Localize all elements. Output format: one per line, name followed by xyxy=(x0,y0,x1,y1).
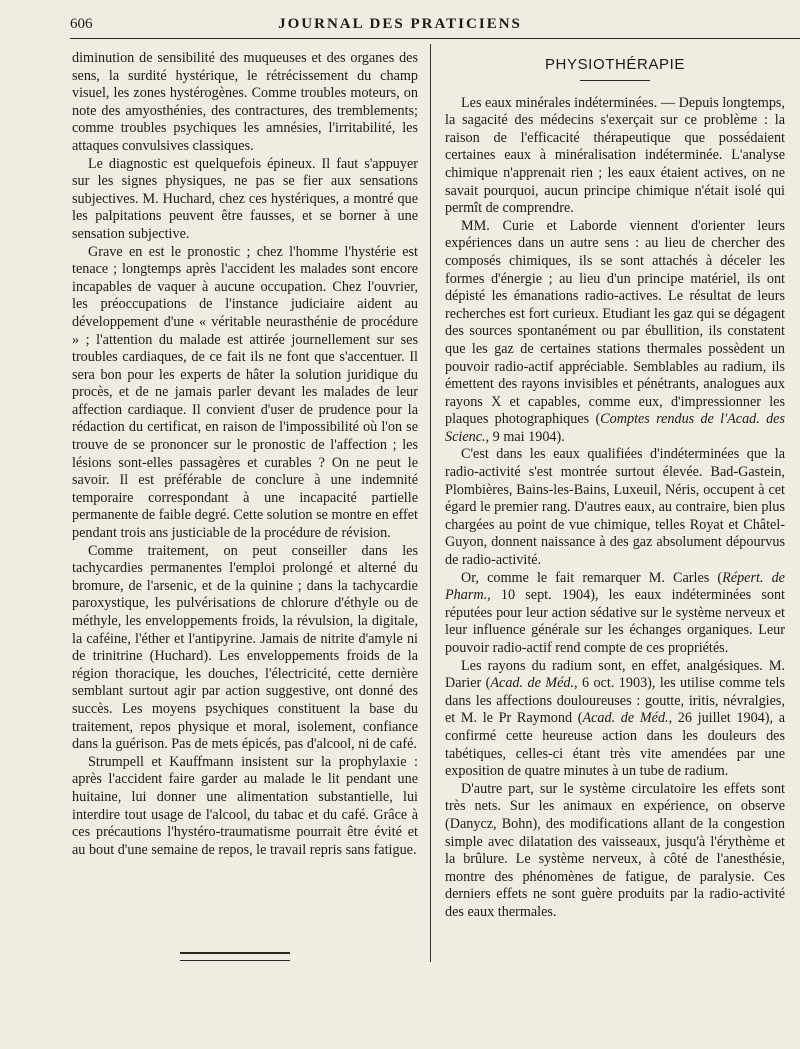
paragraph: Strumpell et Kauffmann insistent sur la prophylaxie : après l'accident faire garder au malade le lit pendant une huitaine, lui donner une alimentation substantielle, lui interdire tout usage de l'alcool, du tabac et du café. Grâce à ces précautions l'hystéro-traumatisme pourrait être évité et au bout d'une semaine de repos, le travail repris sans fatigue. xyxy=(72,753,418,858)
citation: Acad. de Méd. xyxy=(490,675,575,692)
paragraph-text: — Depuis longtemps, la sagacité des médecins s'exerçait sur ce problème : la raison de l'efficacité thérapeutique que possédaient certaines eaux à minéralisation indéterminée. L'analyse chimique n'apprenait rien ; les eaux étaient actives, on ne savait pourquoi, aucun principe chimique n'était isolé qui permît de comprendre. xyxy=(445,94,785,217)
page-number: 606 xyxy=(70,16,93,32)
paragraph: Comme traitement, on peut conseiller dans les tachycardies permanentes l'emploi prolongé et alterné du bromure, de l'arsenic, et de la quinine ; dans la tachycardie paroxystique, les pulvérisations de chlorure d'éthyle ou de méthyle, les enveloppements froids, la révulsion, la digitale, la caféine, l'éther et l'antipyrine. Jamais de nitrite d'amyle ni de trinitrine (Huchard). Les enveloppements froids de la région thoracique, les douches, l'électricité, cette dernière semblant surtout agir par action suggestive, ont donné des succès. Les moyens psychiques constituent la base du traitement, repos physique et moral, isolement, confiance dans la guérison. Pas de mets épicés, pas d'alcool, ni de café. xyxy=(72,542,418,753)
citation: Comptes rendus de l'Acad. des Scienc. xyxy=(445,411,785,445)
paragraph: Le diagnostic est quelquefois épineux. Il faut s'appuyer sur les signes physiques, ne pas se fier aux sensations subjectives. M. Huchard, chez ces hystériques, a montré que les palpitations peuvent être fausses, et se borner à une sensation subjective. xyxy=(72,155,418,242)
paragraph-text: Les rayons du radium sont, en effet, analgésiques. M. Darier ( xyxy=(445,657,785,692)
paragraph-text: MM. Curie et Laborde viennent d'orienter leurs expériences dans un autre sens : au lieu de chercher des composés chimiques, ils se sont attachés à déceler les formes d'énergie ; au lieu d'un principe matériel, ils ont dépisté les émanations radio-actives. Le résultat de leurs recherches est fort curieux. Etudiant les gaz qui se dégagent des sources spontanément ou par ébullition, ils constatent que les gaz de certaines stations thermales possèdent un pouvoir radio-actif appréciable. Semblables au radium, ils émettent des rayons invisibles et pénétrants, analogues aux rayons X et capables, comme eux, d'impressionner les plaques photographiques ( xyxy=(445,217,785,428)
paragraph: C'est dans les eaux qualifiées d'indéterminées que la radio-activité s'est montrée surtout élevée. Bad-Gastein, Plombières, Bains-les-Bains, Luxeuil, Néris, occupent à cet égard le premier rang. D'autres eaux, au contraire, bien plus chargées au point de vue chimique, telles Royat et Châtel-Guyon, donnent naissance à des gaz absolument dépourvus de radio-activité. xyxy=(445,446,785,569)
paragraph: D'autre part, sur le système circulatoire les effets sont très nets. Sur les animaux en expérience, on observe (Danycz, Bohn), des modifications allant de la congestion simple avec dilatation des vaisseaux, jusqu'à l'érythème et la brûlure. Le système nerveux, à côté de l'anesthésie, montre des phénomènes de fatigue, de paralysie. Ces derniers effets ne sont guère produits par la radio-activité des eaux thermales. xyxy=(445,780,785,920)
title-rule xyxy=(580,80,650,81)
paragraph-text: , 26 juillet 1904), a confirmé cette heureuse action dans les douleurs des tabétiques, celles-ci étant très vite amendées par une exposition de quatre minutes à un tube de radium. xyxy=(445,710,785,780)
article-lead: Les eaux minérales indéterminées. xyxy=(461,94,658,111)
paragraph xyxy=(445,95,785,218)
paragraph xyxy=(445,658,785,781)
paragraph: Grave en est le pronostic ; chez l'homme l'hystérie est tenace ; longtemps après l'accident les malades sont encore incapables de vaquer à aucune occupation. Chez l'ouvrier, les préoccupations de l'instance judiciaire aident au développement d'une « véritable neurasthénie de procédure » ; l'attention du malade est attirée journellement sur ses troubles cardiaques, de ce fait ils ne font que s'accentuer. Il sera bon pour les experts de hâter la solution juridique du procès, et de ne jamais parler devant les malades de leur affection cardiaque. Il convient d'user de prudence pour la rédaction du certificat, en raison de l'impossibilité où l'on se trouve de se prononcer sur le pronostic de l'affection ; les lésions sont-elles passagères et curables ? On ne peut le savoir. Il est préférable de conclure à une indemnité temporaire correspondant à une incapacité partielle permanente de faible degré. Cette solution se montre en effet pendant trois ans justiciable de la procédure de révision. xyxy=(72,243,418,542)
paragraph-text: Or, comme le fait remarquer M. Carles ( xyxy=(461,569,723,586)
end-of-article-rule xyxy=(180,952,290,961)
paragraph: diminution de sensibilité des muqueuses et des organes des sens, la surdité hystérique, le rétrécissement du champ visuel, les zones hystérogènes. Comme troubles moteurs, on note des amyosthénies, des contractures, des tremblements; comme troubles psychiques les amnésies, l'irritabilité, les attaques convulsives classiques. xyxy=(72,50,418,154)
right-column xyxy=(445,52,785,922)
citation: Répert. de Pharm. xyxy=(445,569,785,604)
citation: Acad. de Méd. xyxy=(582,710,669,727)
paragraph-text: , 6 oct. 1903), les utilise comme tels dans les affections douloureuses : goutte, iritis, névralgies, et M. le Pr Raymond ( xyxy=(445,675,785,727)
column-divider xyxy=(430,44,431,962)
left-column xyxy=(72,50,418,859)
paragraph-text: , 9 mai 1904). xyxy=(485,428,565,445)
page-header xyxy=(0,12,800,38)
header-rule xyxy=(70,38,800,39)
journal-title: JOURNAL DES PRATICIENS xyxy=(278,16,522,32)
paragraph xyxy=(445,570,785,658)
paragraph xyxy=(445,218,785,447)
paragraph-text: , 10 sept. 1904), les eaux indéterminées sont réputées pour leur action sédative sur le système nerveux et leur influence générale sur les échanges organiques. Leur pouvoir radio-actif rend compte de ces propriétés. xyxy=(445,587,785,656)
section-title: PHYSIOTHÉRAPIE xyxy=(544,56,686,73)
